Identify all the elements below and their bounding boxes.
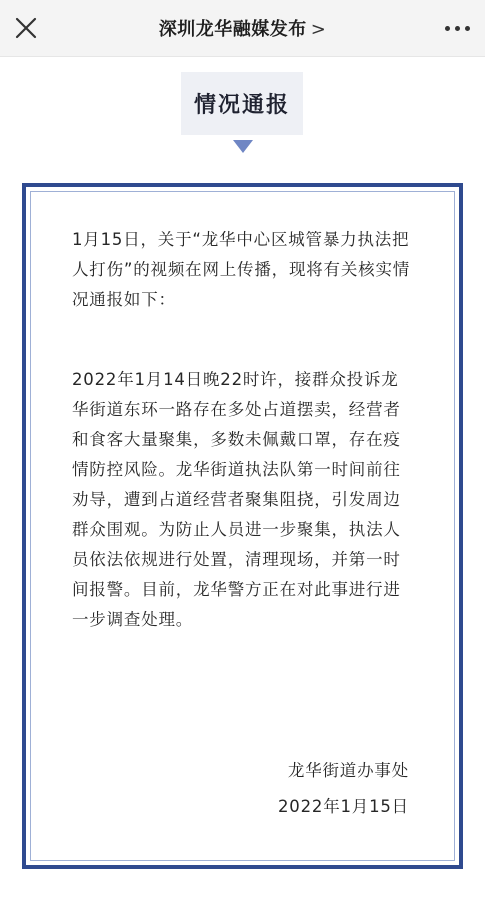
top-nav-bar [0,0,485,57]
notice-paragraph-body: 2022年1月14日晚22时许，接群众投诉龙华街道东环一路存在多处占道摆卖，经营者和食客大量聚集，多数未佩戴口罩，存在疫情防控风险。龙华街道执法队第一时间前往劝导，遭到占道经营者聚集阻挠，引发周边群众围观。为防止人员进一步聚集，执法人员依法依规进行处置，清理现场，并第一时间报警。目前，龙华警方正在对此事进行进一步调查处理。 [72,370,401,629]
account-title: 深圳龙华融媒发布 [158,19,307,40]
signature-organization: 龙华街道办事处 [287,761,409,780]
more-dot-icon [465,26,470,31]
more-options-button[interactable] [441,14,473,42]
section-heading [181,72,303,135]
account-title-link[interactable] [159,15,327,41]
more-dot-icon [445,26,450,31]
chevron-right-icon: > [310,19,327,40]
more-dot-icon [455,26,460,31]
notice-frame [22,183,463,869]
down-arrow-icon [233,140,253,153]
notice-paragraph-intro: 1月15日，关于“龙华中心区城管暴力执法把人打伤”的视频在网上传播，现将有关核实情况通报如下： [72,230,411,309]
title-wrap [0,0,485,56]
section-heading-text: 情况通报 [193,93,290,118]
signature-date: 2022年1月15日 [278,797,409,816]
